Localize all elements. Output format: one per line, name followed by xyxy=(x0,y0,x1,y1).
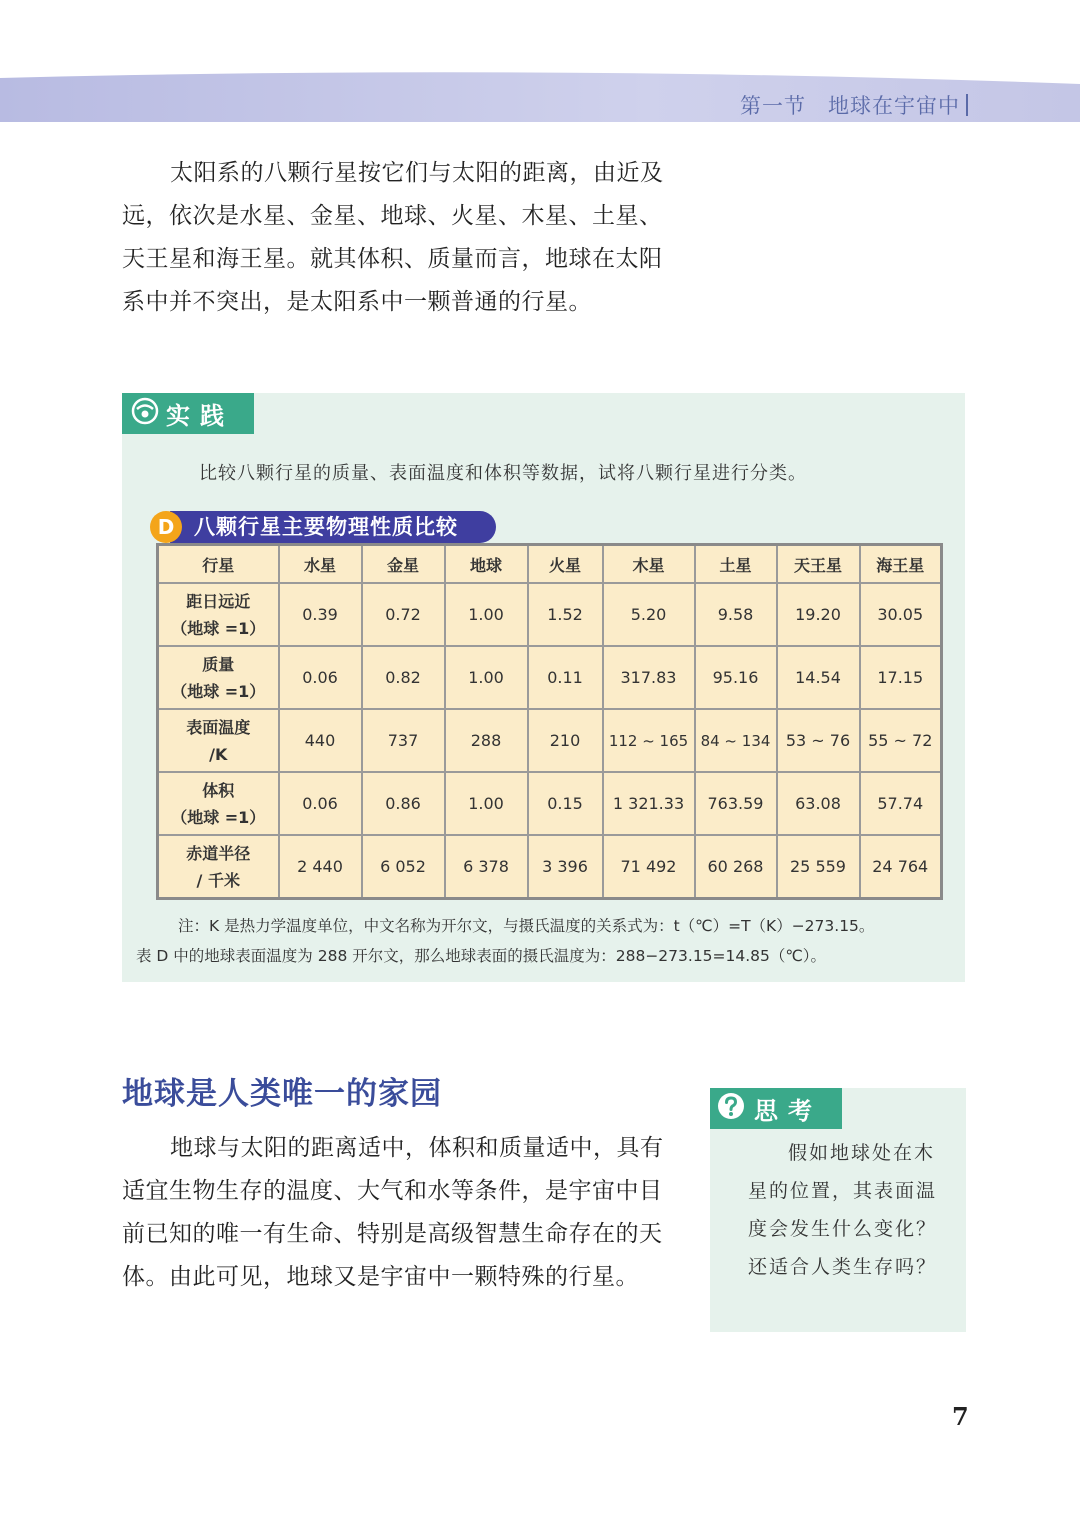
table-cell: 210 xyxy=(528,709,603,772)
think-box xyxy=(710,1088,966,1332)
table-cell: 0.72 xyxy=(362,583,445,646)
table-cell: 0.82 xyxy=(362,646,445,709)
planet-table xyxy=(156,543,943,900)
table-row xyxy=(158,583,942,646)
column-header: 金星 xyxy=(362,545,445,584)
table-cell: 737 xyxy=(362,709,445,772)
row-label-unit: / 千米 xyxy=(196,870,240,890)
row-label: 距日远近 xyxy=(186,591,251,611)
row-header xyxy=(158,772,279,835)
column-header: 火星 xyxy=(528,545,603,584)
table-row xyxy=(158,709,942,772)
table-cell: 84 ~ 134 xyxy=(695,709,777,772)
section-title: 地球是人类唯一的家园 xyxy=(122,1076,442,1112)
table-row xyxy=(158,835,942,899)
row-header xyxy=(158,835,279,899)
table-cell: 9.58 xyxy=(695,583,777,646)
table-cell: 6 378 xyxy=(445,835,528,899)
practice-instruction: 比较八颗行星的质量、表面温度和体积等数据，试将八颗行星进行分类。 xyxy=(199,463,807,484)
table-cell: 1 321.33 xyxy=(603,772,695,835)
row-label: 表面温度 xyxy=(186,717,251,737)
table-cell: 1.00 xyxy=(445,646,528,709)
table-cell: 6 052 xyxy=(362,835,445,899)
row-header xyxy=(158,583,279,646)
table-header-row xyxy=(158,545,942,584)
column-header: 水星 xyxy=(279,545,362,584)
table-cell: 1.52 xyxy=(528,583,603,646)
table-cell: 25 559 xyxy=(777,835,860,899)
table-note xyxy=(136,911,961,971)
column-header: 地球 xyxy=(445,545,528,584)
column-header: 土星 xyxy=(695,545,777,584)
column-header: 天王星 xyxy=(777,545,860,584)
row-header xyxy=(158,646,279,709)
practice-box xyxy=(122,393,965,982)
table-cell: 0.11 xyxy=(528,646,603,709)
practice-tag-label: 实践 xyxy=(166,402,234,430)
table-cell: 0.06 xyxy=(279,646,362,709)
table-cell: 0.86 xyxy=(362,772,445,835)
home-paragraph: 地球与太阳的距离适中，体积和质量适中，具有适宜生物生存的温度、大气和水等条件，是宇宙中目前已知的唯一有生命、特别是高级智慧生命存在的天体。由此可见，地球又是宇宙中一颗特殊的行星。 xyxy=(122,1135,664,1290)
table-row xyxy=(158,646,942,709)
table-cell: 440 xyxy=(279,709,362,772)
practice-tag xyxy=(122,393,254,434)
table-cell: 112 ~ 165 xyxy=(603,709,695,772)
table-cell: 17.15 xyxy=(860,646,942,709)
table-row xyxy=(158,772,942,835)
table-cell: 63.08 xyxy=(777,772,860,835)
row-header xyxy=(158,709,279,772)
column-header: 行星 xyxy=(158,545,279,584)
row-label-unit: （地球 =1） xyxy=(171,807,266,827)
table-cell: 30.05 xyxy=(860,583,942,646)
table-cell: 317.83 xyxy=(603,646,695,709)
table-cell: 71 492 xyxy=(603,835,695,899)
table-cell: 55 ~ 72 xyxy=(860,709,942,772)
note-line-1: 注：K 是热力学温度单位，中文名称为开尔文，与摄氏温度的关系式为：t（℃）=T（K）−273.15。 xyxy=(178,917,875,935)
column-header: 海王星 xyxy=(860,545,942,584)
table-cell: 0.06 xyxy=(279,772,362,835)
header-title: 地球在宇宙中 xyxy=(828,94,960,118)
page-number: 7 xyxy=(952,1402,969,1431)
table-cell: 3 396 xyxy=(528,835,603,899)
row-label-unit: （地球 =1） xyxy=(171,681,266,701)
row-label-unit: /K xyxy=(209,744,228,764)
table-cell: 14.54 xyxy=(777,646,860,709)
row-label: 质量 xyxy=(202,654,235,674)
header-divider xyxy=(966,94,968,116)
table-cell: 1.00 xyxy=(445,772,528,835)
column-header: 木星 xyxy=(603,545,695,584)
table-cell: 288 xyxy=(445,709,528,772)
think-tag-label: 思考 xyxy=(754,1097,822,1125)
row-label: 体积 xyxy=(202,780,235,800)
question-icon xyxy=(716,1091,746,1127)
running-header xyxy=(740,90,968,120)
row-label-unit: （地球 =1） xyxy=(171,618,266,638)
table-cell: 0.15 xyxy=(528,772,603,835)
table-title: 八颗行星主要物理性质比较 xyxy=(170,511,496,543)
table-cell: 763.59 xyxy=(695,772,777,835)
table-cell: 24 764 xyxy=(860,835,942,899)
row-label: 赤道半径 xyxy=(186,843,251,863)
think-tag xyxy=(710,1088,842,1129)
intro-paragraph: 太阳系的八颗行星按它们与太阳的距离，由近及远，依次是水星、金星、地球、火星、木星、土星、天王星和海王星。就其体积、质量而言，地球在太阳系中并不突出，是太阳系中一颗普通的行星。 xyxy=(122,160,664,315)
table-cell: 95.16 xyxy=(695,646,777,709)
think-question: 假如地球处在木星的位置，其表面温度会发生什么变化？还适合人类生存吗？ xyxy=(748,1142,938,1278)
table-cell: 57.74 xyxy=(860,772,942,835)
table-badge: D xyxy=(150,511,182,543)
table-cell: 5.20 xyxy=(603,583,695,646)
table-cell: 1.00 xyxy=(445,583,528,646)
table-cell: 53 ~ 76 xyxy=(777,709,860,772)
header-section: 第一节 xyxy=(740,94,806,118)
table-cell: 19.20 xyxy=(777,583,860,646)
table-cell: 2 440 xyxy=(279,835,362,899)
practice-icon xyxy=(130,396,160,432)
table-cell: 0.39 xyxy=(279,583,362,646)
table-cell: 60 268 xyxy=(695,835,777,899)
note-line-2: 表 D 中的地球表面温度为 288 开尔文，那么地球表面的摄氏温度为：288−273.15=14.85（℃）。 xyxy=(136,947,827,965)
